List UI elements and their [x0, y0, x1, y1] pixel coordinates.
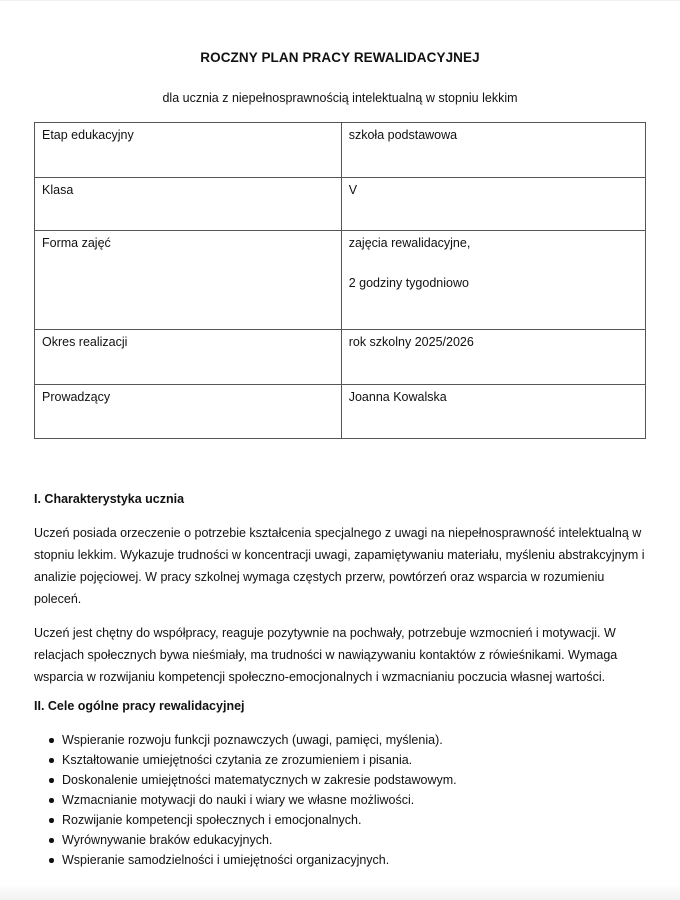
bullet-icon [49, 818, 54, 823]
bullet-icon [49, 858, 54, 863]
document-subtitle: dla ucznia z niepełnosprawnością intelektualną w stopniu lekkim [162, 91, 518, 105]
list-item-text: Wyrównywanie braków edukacyjnych. [62, 833, 273, 847]
section-cele-ogolne [34, 698, 646, 870]
value-line: 2 godziny tygodniowo [348, 276, 469, 290]
table-cell-value: V [341, 178, 645, 231]
section-charakterystyka [34, 491, 646, 688]
table-row-okres [35, 330, 646, 385]
bullet-icon [49, 798, 54, 803]
section-heading: I. Charakterystyka ucznia [34, 492, 185, 506]
table-row-klasa [35, 178, 646, 231]
list-item-text: Doskonalenie umiejętności matematycznych w zakresie podstawowym. [62, 773, 457, 787]
page-top-edge [0, 0, 680, 1]
table-cell-label: Klasa [35, 178, 342, 231]
table-row-etap [35, 123, 646, 178]
bullet-icon [49, 738, 54, 743]
list-item-text: Kształtowanie umiejętności czytania ze zrozumieniem i pisania. [62, 753, 413, 767]
table-cell-label: Okres realizacji [35, 330, 342, 385]
list-item [34, 790, 646, 810]
info-table [34, 122, 646, 439]
table-cell-label: Prowadzący [35, 385, 342, 439]
goals-list [34, 730, 646, 870]
list-item [34, 830, 646, 850]
page-bottom-edge [0, 884, 680, 900]
list-item [34, 730, 646, 750]
bullet-icon [49, 758, 54, 763]
value-line: zajęcia rewalidacyjne, [348, 236, 471, 250]
list-item-text: Wspieranie rozwoju funkcji poznawczych (uwagi, pamięci, myślenia). [62, 733, 443, 747]
table-cell-value [341, 231, 645, 330]
list-item [34, 810, 646, 830]
document-title: ROCZNY PLAN PRACY REWALIDACYJNEJ [200, 50, 480, 65]
table-cell-value: rok szkolny 2025/2026 [341, 330, 645, 385]
paragraph: Uczeń jest chętny do współpracy, reaguje pozytywnie na pochwały, potrzebuje wzmocnień i motywacji. W relacjach społecznych bywa nieśmiały, ma trudności w nawiązywaniu kontaktów z rówieśnikami. Wymaga wsparcia w rozwijaniu kompetencji społeczno-emocjonalnych i wzmacnianiu poczucia własnej wartości. [34, 626, 618, 684]
bullet-icon [49, 778, 54, 783]
list-item [34, 750, 646, 770]
table-row-forma-zajec [35, 231, 646, 330]
list-item-text: Wspieranie samodzielności i umiejętności organizacyjnych. [62, 853, 390, 867]
paragraph: Uczeń posiada orzeczenie o potrzebie kształcenia specjalnego z uwagi na niepełnosprawność intelektualną w stopniu lekkim. Wykazuje trudności w koncentracji uwagi, zapamiętywaniu materiału, myśleniu abstrakcyjnym i analizie pojęciowej. W pracy szkolnej wymaga częstych przerw, powtórzeń oraz wsparcia w rozumieniu poleceń. [34, 526, 645, 606]
table-cell-label: Etap edukacyjny [35, 123, 342, 178]
list-item-text: Rozwijanie kompetencji społecznych i emocjonalnych. [62, 813, 362, 827]
table-cell-value: szkoła podstawowa [341, 123, 645, 178]
section-heading: II. Cele ogólne pracy rewalidacyjnej [34, 699, 245, 713]
bullet-icon [49, 838, 54, 843]
table-cell-label: Forma zajęć [35, 231, 342, 330]
list-item [34, 850, 646, 870]
table-row-prowadzacy [35, 385, 646, 439]
table-cell-value: Joanna Kowalska [341, 385, 645, 439]
list-item-text: Wzmacnianie motywacji do nauki i wiary we własne możliwości. [62, 793, 415, 807]
list-item [34, 770, 646, 790]
